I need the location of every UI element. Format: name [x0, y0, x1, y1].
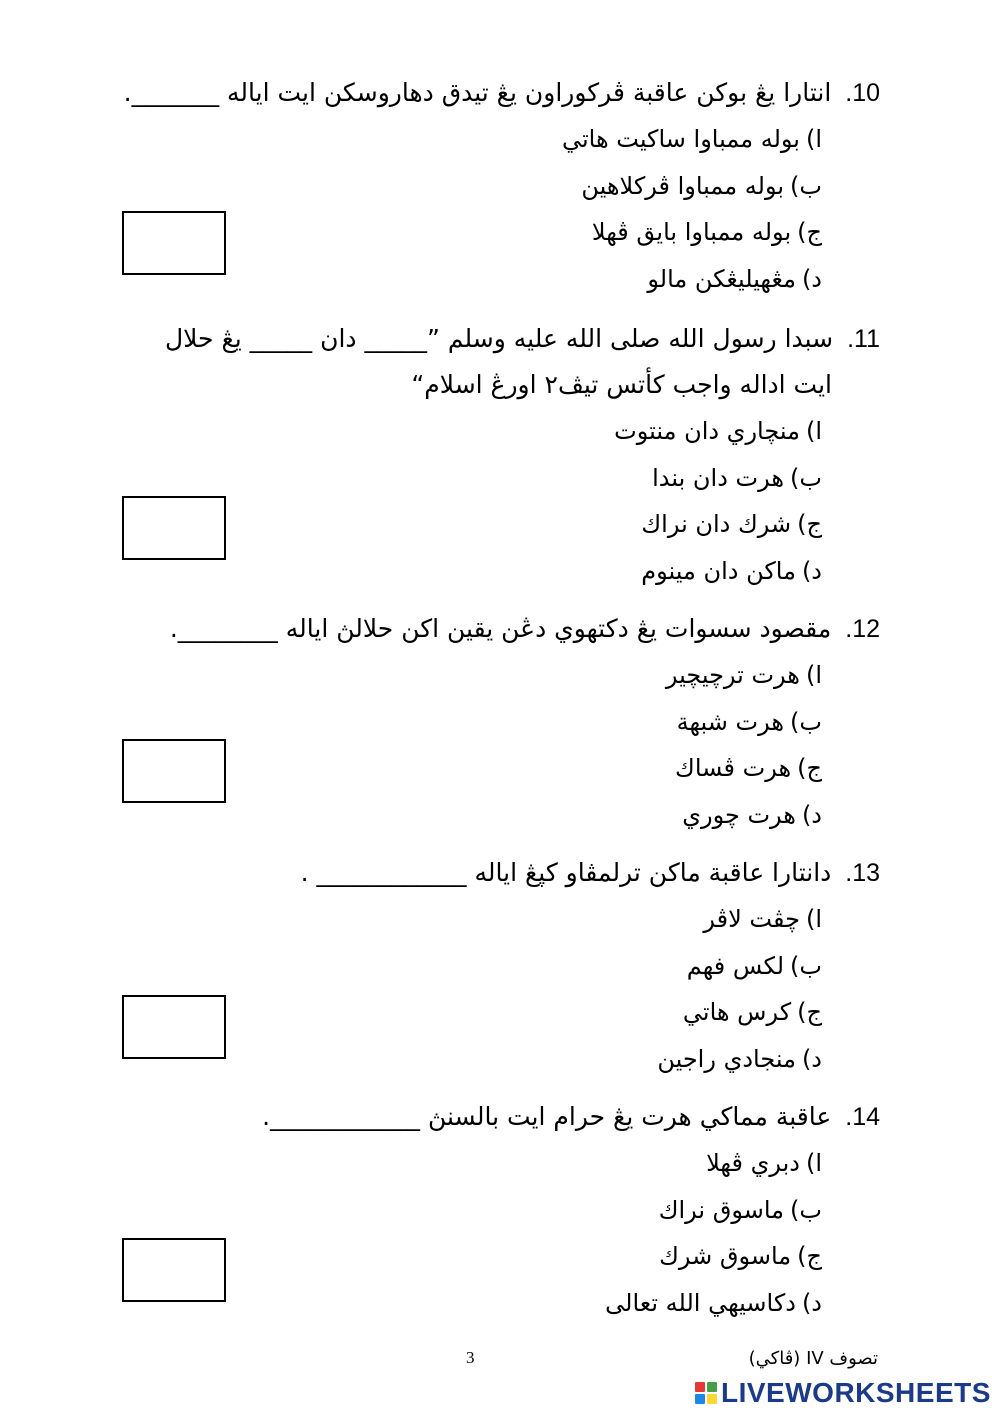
answer-box-10[interactable] [122, 211, 226, 275]
question-text-continued: ايت اداله واجب كأتس تيڤ٢ اورڠ اسلام“ [411, 370, 832, 399]
option-d: د)ماكن دان مينوم [641, 556, 822, 585]
option-d: د)هرت چوري [682, 800, 822, 829]
question-number: 13. [845, 859, 880, 887]
option-a: ا)دبري ڤهلا [706, 1149, 822, 1177]
option-c: ج)كرس هاتي [682, 998, 822, 1026]
question-stem: دانتارا عاقبة ماكن ترلمڤاو كپڠ اياله ____________ . [300, 858, 832, 887]
option-b: ب)بوله ممباوا ڤركلاهين [581, 171, 822, 200]
option-d: د)دكاسيهي الله تعالى [605, 1288, 822, 1317]
brand-name: LIVEWORKSHEETS [721, 1377, 991, 1408]
question-text [80, 858, 880, 904]
question-number: 10. [845, 79, 880, 107]
option-d: د)منجادي راجين [657, 1044, 822, 1073]
option-c: ج)بوله ممباوا بايق ڤهلا [591, 218, 822, 246]
answer-box-11[interactable] [122, 496, 226, 560]
question-text [80, 324, 880, 370]
question-stem: مقصود سسوات يڠ دكتهوي دڠن يقين اكن حلالڽ اياله ________. [169, 614, 832, 643]
question-11 [80, 324, 880, 602]
question-number: 14. [845, 1103, 880, 1131]
question-10 [80, 78, 880, 310]
option-b: ب)لكس فهم [686, 951, 822, 980]
footer-subject: تصوف IV (ڤاكي) [748, 1348, 878, 1369]
option-b: ب)هرت شبهة [676, 707, 822, 736]
answer-box-12[interactable] [122, 739, 226, 803]
question-stem: عاقبة مماكي هرت يڠ حرام ايت بالسنڽ ____________. [262, 1102, 832, 1131]
logo-grid-icon [695, 1382, 717, 1404]
answer-box-13[interactable] [122, 995, 226, 1059]
question-stem: سبدا رسول الله صلى الله عليه وسلم ”_____ دان _____ يڠ حلال [164, 324, 834, 353]
question-stem: انتارا يڠ بوكن عاقبة ڤركوراون يڠ تيدق دهاروسكن ايت اياله _______. [123, 78, 832, 107]
question-number: 12. [845, 615, 880, 643]
option-a: ا)بوله ممباوا ساكيت هاتي [561, 125, 822, 153]
option-b: ب)ماسوق نراك [658, 1195, 822, 1224]
option-c: ج)هرت ڤساك [675, 754, 822, 782]
option-d: د)مڠهيليڠكن مالو [647, 264, 822, 293]
question-12 [80, 614, 880, 846]
question-text [80, 614, 880, 660]
option-c: ج)شرك دان نراك [641, 510, 822, 538]
liveworksheets-logo[interactable] [695, 1378, 991, 1408]
question-text [80, 78, 880, 124]
option-a: ا)منچاري دان منتوت [614, 417, 822, 445]
question-number: 11. [847, 325, 880, 353]
question-text [80, 1102, 880, 1148]
option-c: ج)ماسوق شرك [659, 1242, 822, 1270]
answer-box-14[interactable] [122, 1238, 226, 1302]
option-b: ب)هرت دان بندا [652, 463, 822, 492]
option-a: ا)هرت ترچيچير [665, 661, 822, 689]
page-number: 3 [466, 1348, 475, 1367]
option-a: ا)چڤت لاڤر [703, 905, 822, 933]
